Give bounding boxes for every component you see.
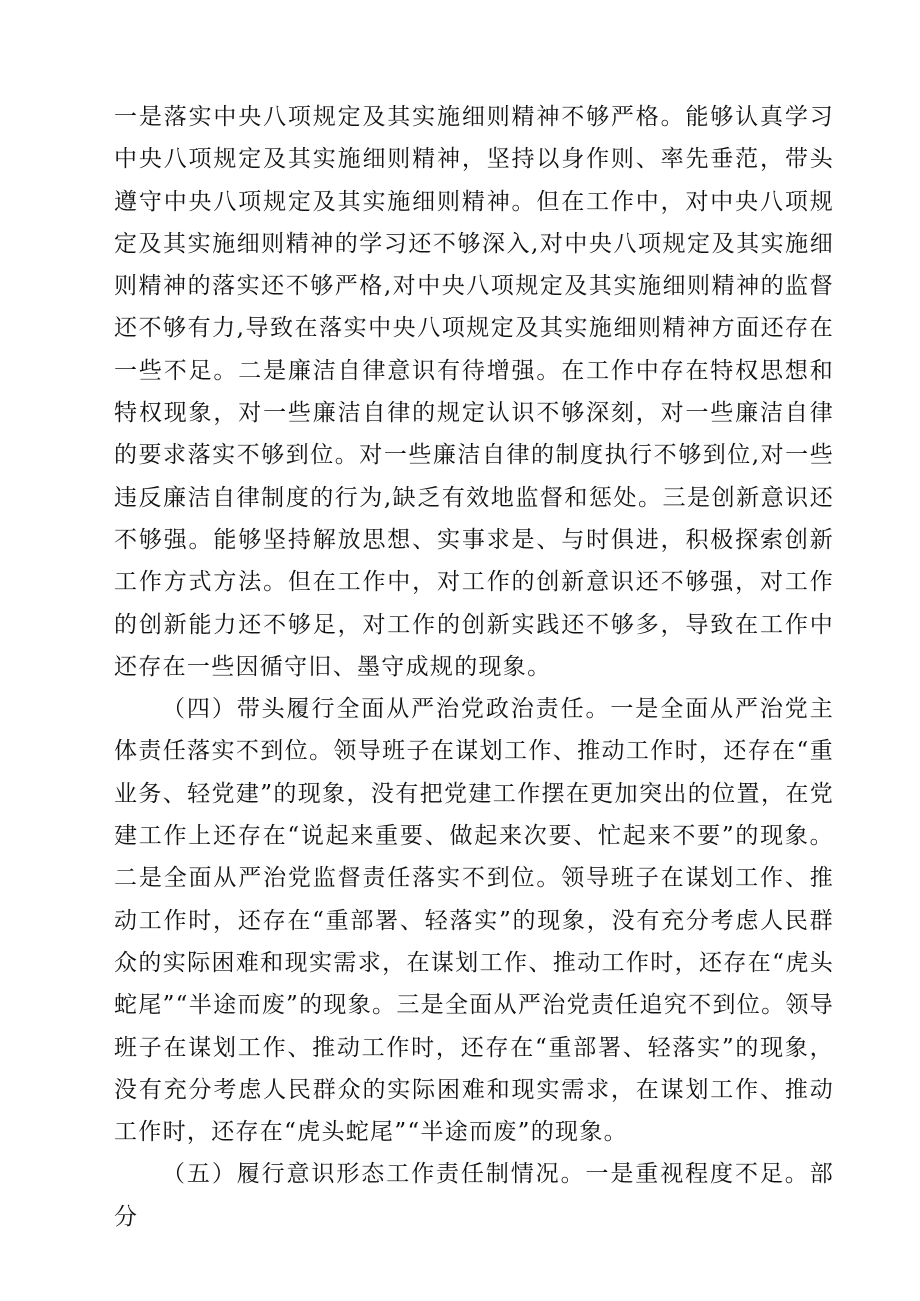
paragraph-discipline-issues: 一是落实中央八项规定及其实施细则精神不够严格。能够认真学习中央八项规定及其实施细则精神，坚持以身作则、率先垂范，带头遵守中央八项规定及其实施细则精神。但在工作中，对中央八项规定及其实施细则精神的学习还不够深入,对中央八项规定及其实施细则精神的落实还不够严格,对中央八项规定及其实施细则精神的监督还不够有力,导致在落实中央八项规定及其实施细则精神方面还存在一些不足。二是廉洁自律意识有待增强。在工作中存在特权思想和特权现象，对一些廉洁自律的规定认识不够深刻，对一些廉洁自律的要求落实不够到位。对一些廉洁自律的制度执行不够到位,对一些违反廉洁自律制度的行为,缺乏有效地监督和惩处。三是创新意识还不够强。能够坚持解放思想、实事求是、与时俱进，积极探索创新工作方式方法。但在工作中，对工作的创新意识还不够强，对工作的创新能力还不够足，对工作的创新实践还不够多，导致在工作中还存在一些因循守旧、墨守成规的现象。 <box>114 104 834 680</box>
paragraph-section-five: （五）履行意识形态工作责任制情况。一是重视程度不足。部分 <box>114 1161 834 1230</box>
document-body <box>114 96 834 1238</box>
paragraph-section-four: （四）带头履行全面从严治党政治责任。一是全面从严治党主体责任落实不到位。领导班子在谋划工作、推动工作时，还存在“重业务、轻党建”的现象，没有把党建工作摆在更加突出的位置，在党建工作上还存在“说起来重要、做起来次要、忙起来不要”的现象。二是全面从严治党监督责任落实不到位。领导班子在谋划工作、推动工作时，还存在“重部署、轻落实”的现象，没有充分考虑人民群众的实际困难和现实需求，在谋划工作、推动工作时，还存在“虎头蛇尾”“半途而废”的现象。三是全面从严治党责任追究不到位。领导班子在谋划工作、推动工作时，还存在“重部署、轻落实”的现象，没有充分考虑人民群众的实际困难和现实需求，在谋划工作、推动工作时，还存在“虎头蛇尾”“半途而废”的现象。 <box>114 696 834 1146</box>
